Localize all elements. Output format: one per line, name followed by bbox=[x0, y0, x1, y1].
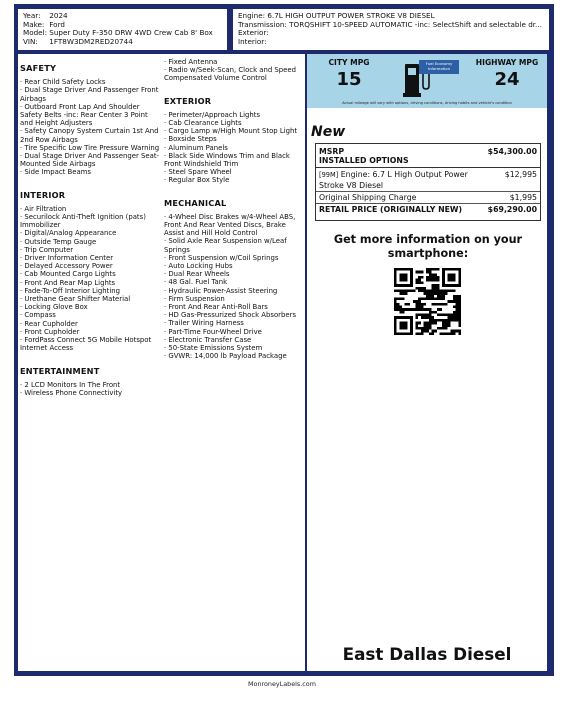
fe-line2: Information bbox=[428, 65, 450, 71]
feature-item: · Front And Rear Map Lights bbox=[20, 278, 116, 287]
features-column-left bbox=[20, 58, 160, 397]
feature-item: · Cargo Lamp w/High Mount Stop Light bbox=[164, 127, 298, 136]
mechanical-list bbox=[164, 213, 304, 361]
qr-code[interactable] bbox=[394, 268, 461, 335]
feature-item: · Part-Time Four-Wheel Drive bbox=[164, 327, 262, 336]
exterior-row bbox=[238, 29, 544, 38]
option-price: $12,995 bbox=[504, 170, 537, 180]
feature-item: · Radio w/Seek-Scan, Clock and Speed Compensated Volume Control bbox=[164, 66, 297, 83]
transmission-value: TORQSHIFT 10-SPEED AUTOMATIC -inc: SelectShift and selectable dr... bbox=[289, 20, 542, 29]
feature-item: · Dual Rear Wheels bbox=[164, 270, 230, 279]
feature-item: · Black Side Windows Trim and Black Front Windshield Trim bbox=[164, 151, 290, 169]
feature-item: · Delayed Accessory Power bbox=[20, 262, 113, 271]
option-code: [99M] bbox=[319, 171, 339, 180]
shipping-row bbox=[319, 193, 537, 202]
section-title-exterior: EXTERIOR bbox=[164, 95, 212, 106]
pricing-panel bbox=[307, 54, 547, 671]
city-mpg bbox=[311, 58, 387, 90]
features-panel bbox=[18, 54, 305, 671]
smartphone-line1: Get more information on your bbox=[333, 233, 523, 246]
feature-item: · GVWR: 14,000 lb Payload Package bbox=[164, 352, 287, 361]
entertainment-continued-list bbox=[164, 58, 304, 83]
vin-label: VIN: bbox=[23, 37, 38, 46]
feature-item: · Dual Stage Driver And Passenger Seat-Mounted Side Airbags bbox=[20, 152, 160, 169]
feature-item: · Front Cupholder bbox=[20, 327, 80, 336]
highway-mpg bbox=[469, 58, 545, 90]
feature-item: · Steel Spare Wheel bbox=[164, 168, 232, 177]
year-label: Year: bbox=[23, 12, 41, 20]
feature-item: · Digital/Analog Appearance bbox=[20, 229, 117, 238]
section-title-mechanical: MECHANICAL bbox=[164, 197, 227, 208]
condition-label: New bbox=[311, 124, 346, 140]
transmission-label: Transmission: bbox=[238, 20, 287, 29]
feature-item: · Regular Box Style bbox=[164, 176, 230, 185]
msrp-row bbox=[319, 147, 537, 156]
feature-item: · Cab Clearance Lights bbox=[164, 119, 242, 128]
city-mpg-label: CITY MPG bbox=[328, 58, 370, 67]
transmission-row bbox=[238, 21, 544, 30]
feature-item: · Solid Axle Rear Suspension w/Leaf Springs bbox=[164, 237, 287, 254]
feature-item: · Urethane Gear Shifter Material bbox=[20, 295, 131, 304]
msrp-label: MSRP bbox=[319, 147, 345, 156]
feature-item: · Rear Cupholder bbox=[20, 319, 78, 328]
option-description bbox=[319, 170, 487, 189]
smartphone-line2: smartphone: bbox=[387, 246, 469, 260]
mileage-disclaimer: Actual mileage will vary with options, driving conditions, driving habits and vehicle's condition bbox=[342, 101, 512, 105]
features-column-right bbox=[164, 58, 304, 361]
msrp-value: $54,300.00 bbox=[487, 147, 537, 156]
city-mpg-value: 15 bbox=[336, 69, 362, 90]
highway-mpg-label: HIGHWAY MPG bbox=[475, 58, 539, 67]
make-label: Make: bbox=[23, 20, 45, 29]
feature-item: · Air Filtration bbox=[20, 204, 67, 213]
section-title-interior: INTERIOR bbox=[20, 189, 66, 200]
entertainment-list bbox=[20, 381, 160, 397]
feature-item: · Outboard Front Lap And Shoulder Safety Belts -inc: Rear Center 3 Point and Height Adjusters bbox=[20, 102, 148, 128]
model-value: Super Duty F-350 DRW 4WD Crew Cab 8' Box bbox=[49, 29, 213, 38]
option-row bbox=[319, 170, 537, 189]
feature-item: · Perimeter/Approach Lights bbox=[164, 110, 261, 119]
make-row bbox=[23, 21, 222, 30]
feature-item: · Outside Temp Gauge bbox=[20, 237, 97, 246]
feature-item: · 48 Gal. Fuel Tank bbox=[164, 278, 228, 287]
price-box bbox=[315, 143, 541, 221]
feature-item: · Front Suspension w/Coil Springs bbox=[164, 253, 279, 262]
exterior-label: Exterior: bbox=[238, 29, 269, 38]
feature-item: · 2 LCD Monitors In The Front bbox=[20, 380, 121, 389]
option-text: Engine: 6.7 L High Output Power Stroke V8 Diesel bbox=[319, 170, 468, 190]
footer-credit: MonroneyLabels.com bbox=[248, 680, 316, 688]
drivetrain-header bbox=[233, 9, 549, 50]
section-title-safety: SAFETY bbox=[20, 63, 57, 73]
feature-item: · HD Gas-Pressurized Shock Absorbers bbox=[164, 311, 297, 320]
retail-value: $69,290.00 bbox=[487, 205, 537, 215]
feature-item: · Compass bbox=[20, 311, 56, 320]
shipping-value: $1,995 bbox=[509, 192, 537, 202]
feature-item: · Hydraulic Power-Assist Steering bbox=[164, 286, 278, 295]
retail-row bbox=[319, 205, 537, 214]
year-value: 2024 bbox=[49, 12, 68, 20]
feature-item: · Safety Canopy System Curtain 1st And 2nd Row Airbags bbox=[20, 127, 159, 144]
vin-row bbox=[23, 38, 222, 47]
model-label: Model: bbox=[23, 29, 48, 38]
feature-item: · Cab Mounted Cargo Lights bbox=[20, 270, 116, 279]
engine-row bbox=[238, 12, 544, 21]
feature-item: · Tire Specific Low Tire Pressure Warning bbox=[20, 143, 160, 152]
fe-line1: Fuel Economy bbox=[425, 61, 453, 66]
feature-item: · Boxside Steps bbox=[164, 135, 217, 144]
feature-item: · Fade-To-Off Interior Lighting bbox=[20, 286, 120, 295]
interior-list bbox=[20, 205, 160, 353]
feature-item: · Dual Stage Driver And Passenger Front Airbags bbox=[20, 86, 159, 103]
feature-item: · Wireless Phone Connectivity bbox=[20, 388, 123, 397]
feature-item: · Securilock Anti-Theft Ignition (pats) Immobilizer bbox=[20, 213, 146, 230]
feature-item: · 4-Wheel Disc Brakes w/4-Wheel ABS, Front And Rear Vented Discs, Brake Assist and Hill Hold Control bbox=[164, 212, 296, 238]
feature-item: · FordPass Connect 5G Mobile Hotspot Internet Access bbox=[20, 336, 152, 353]
year-row bbox=[23, 12, 222, 21]
engine-label: Engine: bbox=[238, 12, 266, 20]
feature-item: · Side Impact Beams bbox=[20, 168, 91, 177]
fuel-economy-band bbox=[307, 54, 547, 108]
model-row bbox=[23, 29, 222, 38]
installed-options-heading: INSTALLED OPTIONS bbox=[319, 156, 409, 166]
feature-item: · Locking Glove Box bbox=[20, 303, 88, 312]
safety-list bbox=[20, 78, 160, 176]
feature-item: · Trailer Wiring Harness bbox=[164, 319, 244, 328]
feature-item: · Driver Information Center bbox=[20, 254, 114, 263]
dealer-name: East Dallas Diesel bbox=[342, 644, 512, 664]
retail-label: RETAIL PRICE (ORIGINALLY NEW) bbox=[319, 205, 463, 215]
smartphone-prompt bbox=[315, 233, 541, 260]
interior-row bbox=[238, 38, 544, 47]
exterior-list bbox=[164, 111, 304, 185]
interior-label: Interior: bbox=[238, 37, 267, 46]
vin-value: 1FT8W3DM2RED20744 bbox=[49, 37, 133, 46]
vehicle-header bbox=[18, 9, 227, 50]
feature-item: · Aluminum Panels bbox=[164, 143, 228, 152]
feature-item: · Trip Computer bbox=[20, 245, 74, 254]
feature-item: · Fixed Antenna bbox=[164, 58, 218, 66]
feature-item: · Electronic Transfer Case bbox=[164, 335, 252, 344]
fuel-economy-badge bbox=[419, 60, 459, 74]
highway-mpg-value: 24 bbox=[494, 69, 520, 90]
section-title-entertainment: ENTERTAINMENT bbox=[20, 365, 100, 376]
feature-item: · Firm Suspension bbox=[164, 294, 225, 303]
feature-item: · Front And Rear Anti-Roll Bars bbox=[164, 303, 268, 312]
feature-item: · Rear Child Safety Locks bbox=[20, 78, 106, 87]
shipping-label: Original Shipping Charge bbox=[319, 192, 417, 202]
engine-value: 6.7L HIGH OUTPUT POWER STROKE V8 DIESEL bbox=[267, 12, 435, 20]
feature-item: · 50-State Emissions System bbox=[164, 344, 263, 353]
make-value: Ford bbox=[49, 20, 65, 29]
feature-item: · Auto Locking Hubs bbox=[164, 262, 233, 271]
